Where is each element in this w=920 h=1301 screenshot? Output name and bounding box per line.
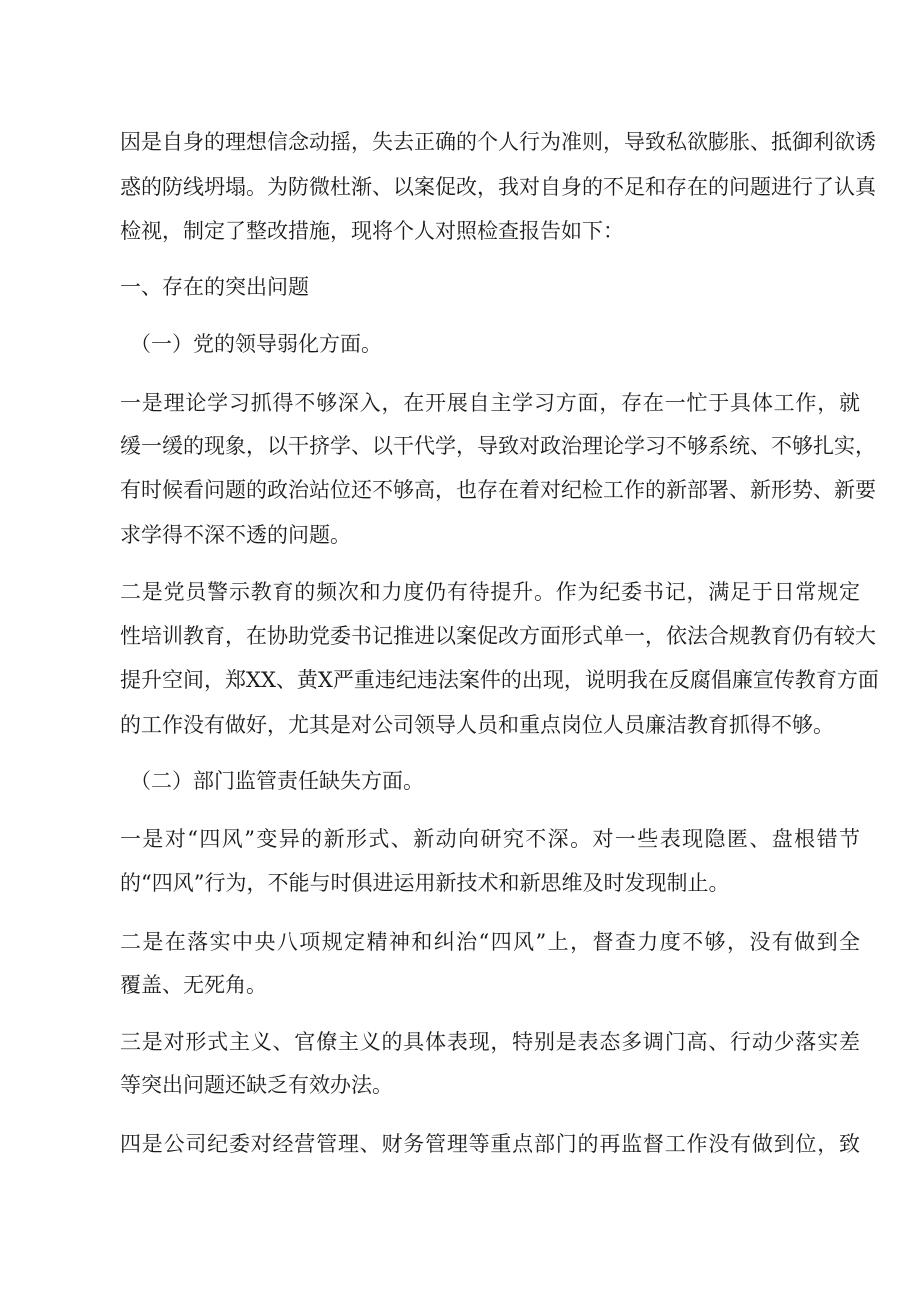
- sub1-p1-line-1: 一是理论学习抓得不够深入，在开展自主学习方面，存在一忙于具体工作，就: [120, 391, 860, 415]
- subsection-heading-leadership: （一）党的领导弱化方面。: [130, 332, 382, 356]
- sub2-p1-line-1: 一是对“四风”变异的新形式、新动向研究不深。对一些表现隐匿、盘根错节: [120, 827, 860, 851]
- sub1-p1-line-4: 求学得不深不透的问题。: [120, 523, 351, 547]
- sub2-p2-line-1: 二是在落实中央八项规定精神和纠治“四风”上，督查力度不够，没有做到全: [120, 930, 860, 954]
- sub2-p1-line-2: 的“四风”行为，不能与时俱进运用新技术和新思维及时发现制止。: [120, 871, 730, 895]
- sub2-p3-line-1: 三是对形式主义、官僚主义的具体表现，特别是表态多调门高、行动少落实差: [120, 1030, 860, 1054]
- sub1-p1-line-3: 有时候看问题的政治站位还不够高，也存在着对纪检工作的新部署、新形势、新要: [120, 478, 876, 502]
- sub1-p2-line-3: 提升空间，郑XX、黄X严重违纪违法案件的出现，说明我在反腐倡廉宣传教育方面: [120, 668, 879, 692]
- sub2-p3-line-2: 等突出问题还缺乏有效办法。: [120, 1073, 393, 1097]
- intro-line-1: 因是自身的理想信念动摇，失去正确的个人行为准则，导致私欲膨胀、抵御利欲诱: [120, 130, 876, 154]
- subsection-heading-supervision: （二）部门监管责任缺失方面。: [130, 769, 424, 793]
- sub2-p2-line-2: 覆盖、无死角。: [120, 973, 267, 997]
- section-heading-problems: 一、存在的突出问题: [120, 275, 309, 299]
- sub1-p1-line-2: 缓一缓的现象，以干挤学、以干代学，导致对政治理论学习不够系统、不够扎实，: [120, 434, 876, 458]
- intro-line-2: 惑的防线坍塌。为防微杜渐、以案促改，我对自身的不足和存在的问题进行了认真: [120, 175, 876, 199]
- sub1-p2-line-1: 二是党员警示教育的频次和力度仍有待提升。作为纪委书记，满足于日常规定: [120, 580, 860, 604]
- sub1-p2-line-4: 的工作没有做好，尤其是对公司领导人员和重点岗位人员廉洁教育抓得不够。: [120, 713, 834, 737]
- intro-line-3: 检视，制定了整改措施，现将个人对照检查报告如下：: [120, 219, 624, 243]
- sub2-p4-line-1: 四是公司纪委对经营管理、财务管理等重点部门的再监督工作没有做到位，致: [120, 1132, 860, 1156]
- sub1-p2-line-2: 性培训教育，在协助党委书记推进以案促改方面形式单一，依法合规教育仍有较大: [120, 624, 876, 648]
